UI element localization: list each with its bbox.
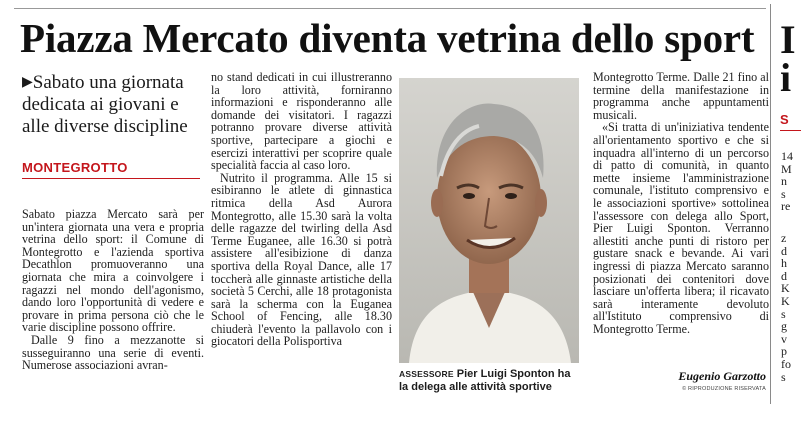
- column-separator: [770, 4, 771, 404]
- fragment-line: fo: [781, 356, 791, 371]
- fragment-line: K: [781, 293, 790, 308]
- adjacent-column-fragment-b: [781, 232, 801, 383]
- fragment-line: v: [781, 331, 787, 346]
- fragment-line: d: [781, 268, 787, 283]
- article-column-3: [593, 71, 769, 335]
- copyright-notice: © RIPRODUZIONE RISERVATA: [682, 386, 766, 392]
- fragment-line: 14: [781, 150, 793, 163]
- top-rule: [14, 8, 766, 9]
- paragraph: no stand dedicati in cui illustreranno la loro attività, forniranno informazioni e risponderanno alle domande dei visitatori. I ragazzi potranno provare diverse attività sportive, partecipare a giochi e esercizi interattivi per scoprire quale specialità faccia al caso loro.: [211, 70, 392, 173]
- photo-caption: [399, 368, 581, 394]
- article-headline: Piazza Mercato diventa vetrina dello sport: [20, 15, 755, 61]
- fragment-line: n: [781, 174, 787, 189]
- adjacent-column-fragment-a: [781, 150, 801, 213]
- caption-text: Pier Luigi Sponton ha la delega alle attività sportive: [399, 368, 571, 393]
- article-subheadline: [22, 72, 202, 138]
- fragment-line: d: [781, 243, 787, 258]
- article-column-2: [211, 71, 392, 348]
- caption-label: ASSESSORE: [399, 369, 454, 379]
- article-column-1: [22, 208, 204, 372]
- paragraph: Nutrito il programma. Alle 15 si esibiranno le atlete di ginnastica ritmica della Asd Aurora Montegrotto, alle 15.30 sarà la volta delle ragazze del twirling della Asd Terme Euganee, alle 16.30 si potrà assistere all'esibizione di danza sportiva della Royal Dance, alle 17 toccherà alle ginnaste artistiche della società 5 Cerchi, alle 18 protagonista sarà la scherma con la Euganea School of Fencing, alle 18.30 chiuderà l'evento la pallavolo con i giocatori della Polisportiva: [211, 170, 392, 349]
- fragment-line: s: [781, 186, 786, 201]
- location-kicker: MONTEGROTTO: [22, 160, 200, 179]
- subheadline-marker: ▶: [22, 75, 33, 90]
- adjacent-kicker-fragment: S: [780, 112, 801, 131]
- fragment-line: p: [781, 344, 787, 359]
- fragment-line: h: [781, 256, 787, 271]
- subheadline-text: Sabato una giornata dedicata ai giovani e alle diverse discipline: [22, 72, 188, 137]
- paragraph: Sabato piazza Mercato sarà per un'intera giornata una vera e propria vetrina dello sport: il Comune di Montegrotto e l'azienda sportiva Decathlon promuoveranno una giornata che mira a coinvolgere i ragazzi nel mondo dell'agonismo, dando loro l'opportunità di vedere e provare in prima persona ciò che le varie discipline possono offrire.: [22, 207, 204, 335]
- fragment-line: M: [781, 161, 792, 176]
- paragraph: Montegrotto Terme. Dalle 21 fino al termine della manifestazione in programma anche appuntamenti musicali.: [593, 70, 769, 122]
- paragraph: Dalle 9 fino a mezzanotte si susseguiranno una serie di eventi. Numerose associazioni avran-: [22, 332, 204, 373]
- fragment-line: s: [781, 369, 786, 384]
- fragment-line: re: [781, 199, 791, 213]
- author-byline: Eugenio Garzotto: [678, 369, 766, 383]
- fragment-line: g: [781, 319, 787, 334]
- adjacent-headline-fragment: I: [780, 17, 796, 62]
- adjacent-headline-fragment-2: i: [780, 55, 792, 100]
- fragment-line: s: [781, 306, 786, 321]
- fragment-line: K: [781, 281, 790, 296]
- portrait-photo: [399, 78, 579, 363]
- portrait-illustration: [399, 78, 579, 363]
- fragment-line: z: [781, 232, 787, 245]
- paragraph: «Si tratta di un'iniziativa tendente all'orientamento sportivo e che si inquadra all'interno di un percorso di patto di comunità, in quanto mette insieme l'amministrazione comunale, l'istituto comprensivo e le associazioni sportive» sottolinea l'assessore con delega allo Sport, Pier Luigi Sponton. Verranno allestiti anche punti di ristoro per gustare snack e bevande. Ai vari ingressi di piazza Mercato saranno posizionati dei contenitori dove lasciare un'offerta libera; il ricavato sarà interamente devoluto all'Istituto comprensivo di Montegrotto Terme.: [593, 120, 769, 336]
